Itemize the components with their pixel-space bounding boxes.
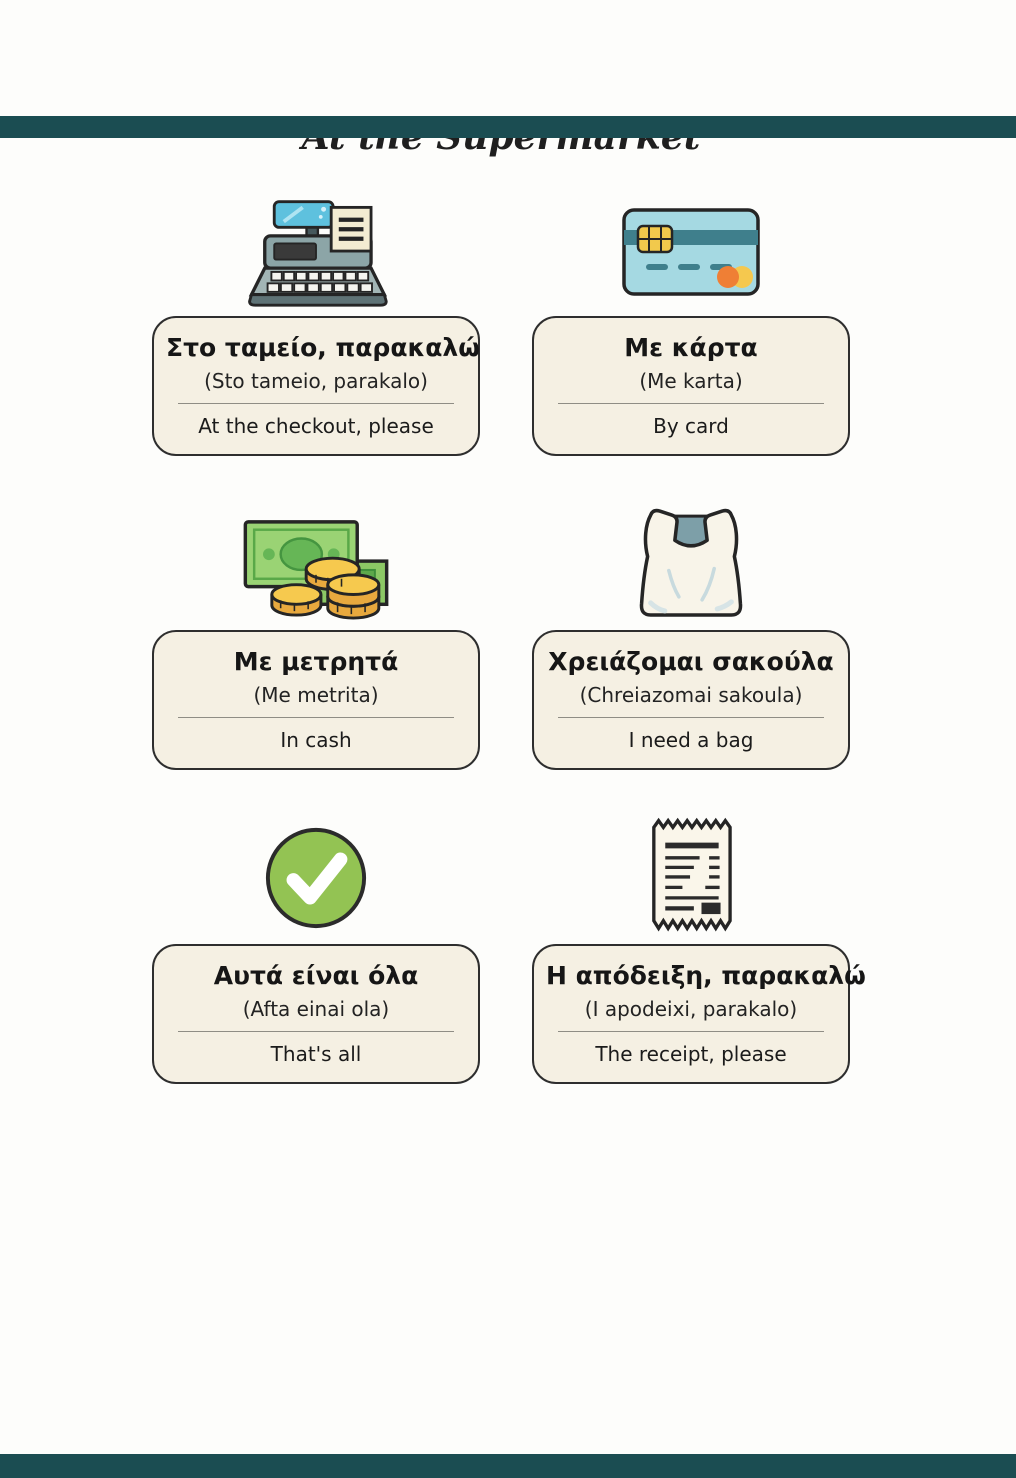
english-translation: By card — [653, 414, 729, 438]
cash-register-icon — [152, 186, 480, 308]
flashcard-thats-all — [152, 944, 480, 1084]
transliteration: (Me metrita) — [253, 683, 379, 707]
shopping-bag-icon — [532, 500, 850, 622]
greek-phrase: Η απόδειξη, παρακαλώ — [546, 961, 866, 990]
card-divider — [558, 1031, 824, 1032]
bottom-edge-band — [0, 1454, 1016, 1478]
greek-phrase: Με μετρητά — [233, 647, 399, 676]
english-translation: That's all — [270, 1042, 362, 1066]
transliteration: (Chreiazomai sakoula) — [579, 683, 803, 707]
top-edge-band — [0, 116, 1016, 138]
transliteration: (Afta einai ola) — [242, 997, 390, 1021]
checkmark-icon — [152, 814, 480, 936]
english-translation: In cash — [280, 728, 352, 752]
flashcard-cell-receipt — [532, 814, 866, 1084]
flashcard-need-bag — [532, 630, 850, 770]
cash-money-icon — [152, 500, 480, 622]
flashcard-cell-checkout — [152, 186, 480, 456]
card-divider — [558, 717, 824, 718]
english-translation: The receipt, please — [595, 1042, 787, 1066]
flashcard-checkout — [152, 316, 480, 456]
flashcard-by-card — [532, 316, 850, 456]
flashcard-cell-in-cash — [152, 500, 480, 770]
flashcard-cell-need-bag — [532, 500, 850, 770]
transliteration: (Me karta) — [639, 369, 743, 393]
card-divider — [558, 403, 824, 404]
greek-phrase: Στο ταμείο, παρακαλώ — [166, 333, 480, 362]
transliteration: (I apodeixi, parakalo) — [584, 997, 798, 1021]
transliteration: (Sto tameio, parakalo) — [204, 369, 428, 393]
flashcard-cell-by-card — [532, 186, 850, 456]
flashcard-grid — [0, 186, 1002, 1084]
greek-phrase: Αυτά είναι όλα — [213, 961, 419, 990]
card-divider — [178, 717, 454, 718]
english-translation: At the checkout, please — [198, 414, 434, 438]
greek-phrase: Με κάρτα — [624, 333, 758, 362]
english-translation: I need a bag — [628, 728, 754, 752]
flashcard-receipt — [532, 944, 866, 1084]
receipt-icon — [532, 814, 850, 936]
flashcard-cell-thats-all — [152, 814, 480, 1084]
card-divider — [178, 403, 454, 404]
card-divider — [178, 1031, 454, 1032]
greek-phrase: Χρειάζομαι σακούλα — [548, 647, 834, 676]
flashcard-in-cash — [152, 630, 480, 770]
credit-card-icon — [532, 186, 850, 308]
